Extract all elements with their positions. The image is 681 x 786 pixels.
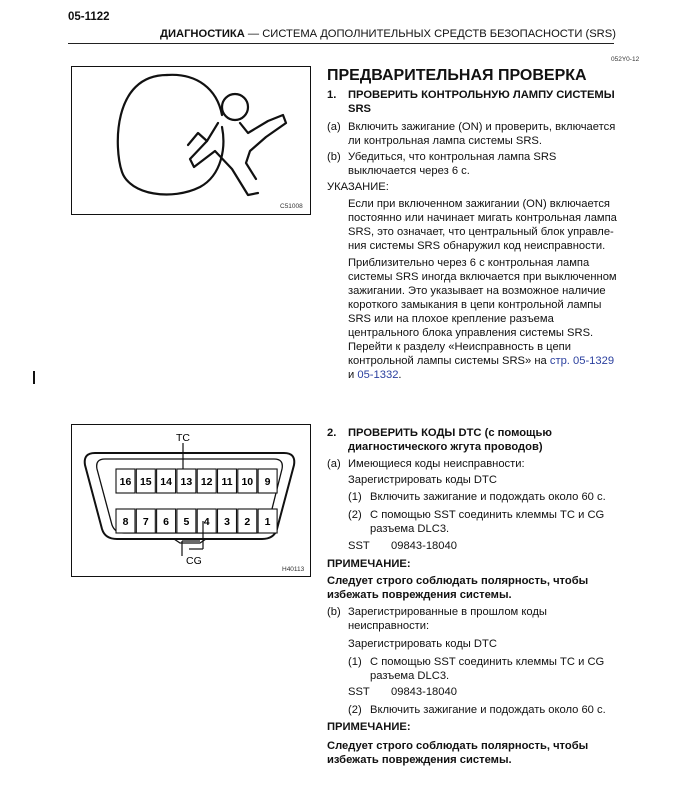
note2-label: ПРИМЕЧАНИЕ: [327,721,411,733]
sst-code: 09843-18040 [391,540,457,552]
hint2-ref-text: контрольной лампы системы SRS» на [348,355,550,367]
header-rule [68,43,614,44]
step2-a-text: Имеющиеся коды неисправности: [348,458,525,470]
pin-label-11: 11 [221,476,233,488]
pin-label-14: 14 [160,476,172,488]
step2-title-line1: ПРОВЕРИТЬ КОДЫ DTC (с помощью [348,427,552,439]
sst-label: SST [348,540,370,552]
step1-title-line2: SRS [348,103,372,115]
note-line2: избежать повреждения системы. [327,589,512,601]
pin-label-5: 5 [183,516,190,528]
pin-label-3: 3 [224,516,230,528]
note-line1: Следует строго соблюдать полярность, чтобы [327,575,589,587]
hint2-line: Приблизительно через 6 с контрольная лампа [348,257,590,269]
hint2-line: центрального блока управления системы SRS. [348,327,594,339]
connector-pins [116,469,277,533]
step2-a2-line1: С помощью SST соединить клеммы TC и CG [370,509,605,521]
step2-a2-line2: разъема DLC3. [370,523,450,535]
step2-b-line1: Зарегистрированные в прошлом коды [348,606,547,618]
note2-line2: избежать повреждения системы. [327,754,512,766]
note2-line1: Следует строго соблюдать полярность, чтобы [327,740,589,752]
page-link-05-1332[interactable]: 05-1332 [357,369,399,381]
step2-b-sub: Зарегистрировать коды DTC [348,638,497,650]
hint2-period: . [398,369,402,381]
sst2-code: 09843-18040 [391,686,457,698]
pin-label-9: 9 [264,476,271,488]
hint1-line: SRS, это означает, что центральный блок управле- [348,226,614,238]
step2-b-line2: неисправности: [348,620,430,632]
section-title: ПРЕДВАРИТЕЛЬНАЯ ПРОВЕРКА [327,67,587,84]
step2-a1-text: Включить зажигание и подождать около 60 с. [370,491,606,503]
airbag-figure [71,66,311,215]
hint1-line: постоянно или начинает мигать контрольная лампа [348,212,617,224]
pin-label-1: 1 [264,516,271,528]
page-code: 05-1122 [68,11,110,23]
step2-b-mark: (b) [327,606,341,618]
hint2-and: и [348,369,358,381]
pin-label-13: 13 [180,476,193,488]
hint2-ref-line [348,354,614,368]
step1-title-line1: ПРОВЕРИТЬ КОНТРОЛЬНУЮ ЛАМПУ СИСТЕМЫ [348,89,615,101]
step2-a2-mark: (2) [348,509,362,521]
hint-label: УКАЗАНИЕ: [327,181,389,193]
hint1-line: Если при включенном зажигании (ON) включается [348,198,610,210]
dlc3-connector-figure [71,424,311,577]
header-title-bold: ДИАГНОСТИКА [160,28,245,40]
hint1-line: ния системы SRS обнаружил код неисправности. [348,240,606,252]
step2-b2-text: Включить зажигание и подождать около 60 с. [370,704,606,716]
pin-label-10: 10 [241,476,254,488]
page-link-05-1329[interactable]: стр. 05-1329 [549,355,615,367]
dlc3-connector-diagram [72,425,310,576]
step2-b1-mark: (1) [348,656,362,668]
step1-b-line1: Убедиться, что контрольная лампа SRS [348,151,557,163]
step2-a-sub: Зарегистрировать коды DTC [348,474,497,486]
pin-label-12: 12 [200,476,213,488]
step2-a-mark: (a) [327,458,341,470]
hint2-ref-line2 [348,368,402,382]
step2-a1-mark: (1) [348,491,362,503]
pin-label-2: 2 [244,516,251,528]
pin-label-7: 7 [142,516,149,528]
header-title-rest: — СИСТЕМА ДОПОЛНИТЕЛЬНЫХ СРЕДСТВ БЕЗОПАСНОСТИ (SRS) [244,28,616,40]
hint2-line: короткого замыкания в цепи контрольной лампы [348,299,602,311]
hint2-line: зажигании. Это указывает на возможное наличие [348,285,606,297]
step2-title-line2: диагностического жгута проводов) [348,441,543,453]
reference-code: 052Y0-12 [611,56,640,63]
step2-b1-line1: С помощью SST соединить клеммы TC и CG [370,656,605,668]
step1-a-line2: ли контрольная лампа системы SRS. [348,135,542,147]
step2-number: 2. [327,427,337,439]
page-header-title [160,27,616,41]
pin-label-15: 15 [139,476,152,488]
hint2-line: системы SRS иногда включается при выключенном [348,271,617,283]
pin-label-8: 8 [122,516,129,528]
step1-b-mark: (b) [327,151,341,163]
step1-b-line2: выключается через 6 с. [348,165,470,177]
figure2-code: H40113 [282,566,305,573]
step2-b1-line2: разъема DLC3. [370,670,450,682]
step1-number: 1. [327,89,337,101]
label-tc: TC [176,432,190,444]
pin-label-6: 6 [163,516,170,528]
airbag-illustration [72,67,310,214]
note-label: ПРИМЕЧАНИЕ: [327,558,411,570]
text-cursor [33,371,35,384]
step1-a-line1: Включить зажигание (ON) и проверить, включается [348,121,616,133]
hint2-line: SRS или на плохое крепление разъема [348,313,554,325]
label-cg: CG [186,555,202,567]
sst2-label: SST [348,686,370,698]
step1-a-mark: (a) [327,121,341,133]
pin-label-4: 4 [203,516,210,528]
figure1-code: C51008 [280,203,303,210]
step2-b2-mark: (2) [348,704,362,716]
hint2-line: Перейти к разделу «Неисправность в цепи [348,341,571,353]
pin-label-16: 16 [119,476,132,488]
